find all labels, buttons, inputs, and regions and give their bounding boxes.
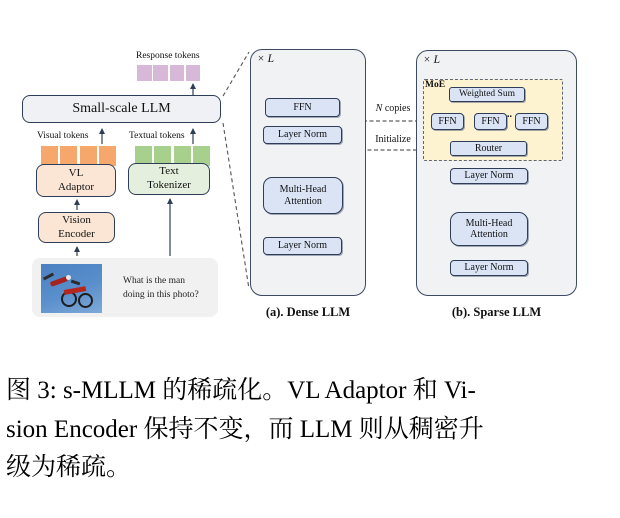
- sparse-repeat-label: × L: [423, 54, 441, 66]
- weighted-sum-box: [449, 87, 525, 102]
- text-tokenizer-box: [128, 163, 210, 195]
- moe-ffn-box-2: [474, 113, 507, 130]
- vl-adaptor-label: VL Adaptor: [57, 166, 95, 193]
- question-text-line1: What is the man: [123, 276, 185, 286]
- dense-mha-box: [263, 177, 343, 214]
- vision-encoder-box: [38, 212, 115, 243]
- question-text-line2: doing in this photo?: [123, 290, 199, 300]
- router-box: [450, 141, 527, 156]
- response-token: [170, 65, 185, 81]
- moe-ffn-label-1: FFN: [438, 115, 457, 127]
- motocross-photo: [41, 264, 102, 313]
- dense-layer-norm-top-label: Layer Norm: [277, 129, 328, 141]
- response-token: [137, 65, 152, 81]
- response-token: [186, 65, 201, 81]
- dense-repeat-label: × L: [257, 53, 275, 65]
- dense-layer-norm-top-box: [263, 126, 342, 144]
- visual-token-row: [41, 146, 116, 166]
- visual-tokens-label: Visual tokens: [37, 131, 89, 141]
- visual-token: [41, 146, 58, 166]
- response-tokens-label: Response tokens: [136, 51, 200, 61]
- figure-caption-line1: 图 3: s-MLLM 的稀疏化。VL Adaptor 和 Vi-: [6, 377, 476, 404]
- dense-ffn-label: FFN: [293, 101, 312, 113]
- textual-tokens-label: Textual tokens: [129, 131, 185, 141]
- sparse-layer-norm-top-box: [450, 168, 528, 184]
- sparse-layer-norm-bottom-box: [450, 260, 528, 276]
- figure-caption-line3: 级为稀疏。: [6, 454, 132, 481]
- moe-label: MoE: [425, 80, 446, 90]
- moe-ffn-box-1: [431, 113, 464, 130]
- dense-layer-norm-bottom-box: [263, 237, 342, 255]
- text-tokenizer-label: Text Tokenizer: [147, 165, 191, 191]
- moe-ffn-label-3: FFN: [522, 115, 541, 127]
- dense-layer-norm-bottom-label: Layer Norm: [277, 240, 328, 252]
- photo-shape-rider-arm: [71, 280, 80, 286]
- vl-adaptor-box: [36, 164, 116, 197]
- response-token: [153, 65, 168, 81]
- response-token-row: [137, 65, 200, 81]
- vision-encoder-label: Vision Encoder: [58, 213, 95, 240]
- moe-ellipsis: ..: [507, 109, 512, 120]
- small-scale-llm-label: Small-scale LLM: [72, 101, 171, 116]
- photo-shape-rider-legs: [43, 273, 54, 281]
- visual-token: [60, 146, 77, 166]
- photo-shape-wheel: [78, 293, 93, 308]
- dense-ffn-box: [265, 98, 340, 117]
- figure-caption-line2: sion Encoder 保持不变，而 LLM 则从稠密升: [6, 415, 484, 443]
- sparse-mha-box: [450, 212, 528, 246]
- sparse-mha-label: Multi-Head Attention: [465, 217, 513, 240]
- moe-ffn-label-2: FFN: [481, 115, 500, 127]
- zoom-connector-lines: [223, 52, 249, 289]
- dense-caption: (a). Dense LLM: [265, 305, 351, 319]
- moe-ffn-box-3: [515, 113, 548, 130]
- sparse-layer-norm-bottom-label: Layer Norm: [464, 262, 514, 274]
- visual-token: [99, 146, 116, 166]
- small-scale-llm-box: [22, 95, 221, 123]
- n-copies-label: N copies: [375, 103, 411, 114]
- visual-token: [80, 146, 97, 166]
- weighted-sum-label: Weighted Sum: [459, 89, 515, 100]
- dense-mha-label: Multi-Head Attention: [279, 184, 327, 207]
- sparse-caption: (b). Sparse LLM: [451, 305, 542, 319]
- photo-shape-helmet: [66, 275, 71, 280]
- figure-caption: [6, 372, 614, 488]
- router-label: Router: [474, 142, 503, 154]
- dense-llm-panel: [250, 49, 366, 296]
- sparse-layer-norm-top-label: Layer Norm: [464, 170, 514, 182]
- initialize-label: Initialize: [375, 134, 411, 145]
